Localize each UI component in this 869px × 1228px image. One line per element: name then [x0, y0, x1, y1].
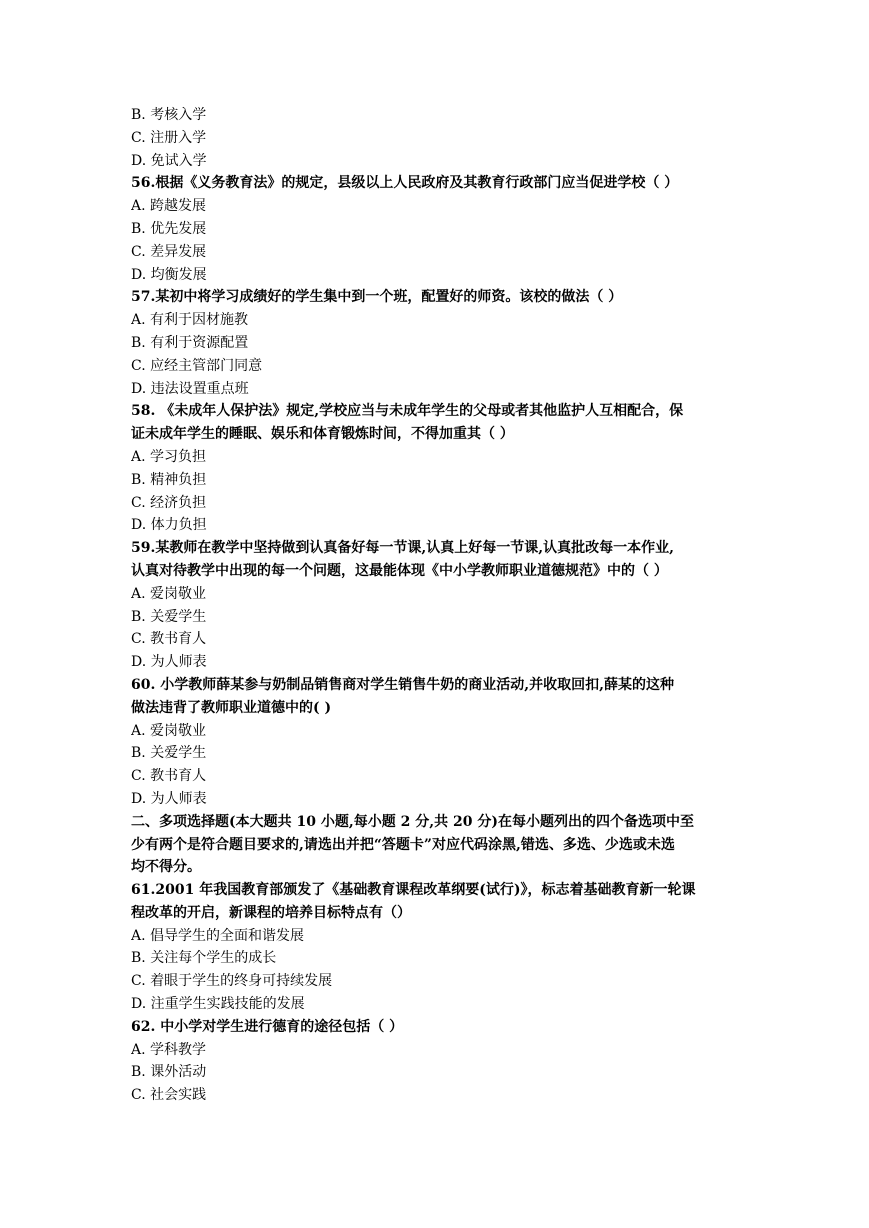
answer-option: D. 免试入学 [131, 152, 207, 169]
document-page [131, 104, 741, 1107]
answer-option: C. 差异发展 [131, 243, 207, 260]
answer-option: D. 体力负担 [131, 517, 207, 534]
answer-option: D. 为人师表 [131, 790, 207, 807]
answer-option: B. 精神负担 [131, 471, 207, 488]
answer-option: C. 应经主管部门同意 [131, 357, 263, 374]
answer-option: C. 教书育人 [131, 768, 207, 785]
answer-option: B. 考核入学 [131, 107, 207, 123]
answer-option: A. 有利于因材施教 [131, 312, 249, 329]
answer-option: B. 关爱学生 [131, 608, 207, 625]
answer-option: B. 课外活动 [131, 1064, 207, 1081]
answer-option: A. 学科教学 [131, 1041, 207, 1058]
answer-option: C. 注册入学 [131, 129, 207, 146]
answer-option: A. 跨越发展 [131, 198, 207, 215]
answer-option: D. 注重学生实践技能的发展 [131, 996, 305, 1013]
answer-option: C. 社会实践 [131, 1087, 207, 1104]
answer-option: A. 爱岗敬业 [131, 722, 207, 739]
answer-option: A. 倡导学生的全面和谐发展 [131, 927, 305, 944]
answer-option: A. 爱岗敬业 [131, 585, 207, 602]
question-text-line: 证未成年学生的睡眠、娱乐和体育锻炼时间，不得加重其（ ） [131, 426, 514, 443]
answer-option: D. 违法设置重点班 [131, 380, 249, 397]
question-text-line: 61.2001 年我国教育部颁发了《基础教育课程改革纲要(试行)》，标志着基础教育新一轮课 [131, 882, 696, 899]
question-text-line: 62. 中小学对学生进行德育的途径包括（ ） [131, 1018, 404, 1035]
answer-option: D. 均衡发展 [131, 266, 207, 283]
answer-option: C. 经济负担 [131, 494, 207, 511]
question-text-line: 均不得分。 [131, 859, 201, 876]
question-text-line: 56.根据《义务教育法》的规定，县级以上人民政府及其教育行政部门应当促进学校（ ） [131, 175, 679, 192]
question-text-line: 认真对待教学中出现的每一个问题，这最能体现《中小学教师职业道德规范》中的（ ） [131, 562, 668, 579]
question-text-line: 57.某初中将学习成绩好的学生集中到一个班，配置好的师资。该校的做法（ ） [131, 289, 623, 306]
answer-option: B. 关爱学生 [131, 745, 207, 762]
question-text-line: 程改革的开启，新课程的培养目标特点有（） [131, 904, 411, 921]
answer-option: C. 着眼于学生的终身可持续发展 [131, 973, 333, 990]
answer-option: A. 学习负担 [131, 448, 207, 465]
answer-option: D. 为人师表 [131, 654, 207, 671]
question-text-line: 少有两个是符合题目要求的,请选出并把“答题卡”对应代码涂黑,错选、多选、少选或未选 [131, 836, 675, 853]
question-text-line: 59.某教师在教学中坚持做到认真备好每一节课,认真上好每一节课,认真批改每一本作业, [131, 540, 674, 557]
question-text-line: 做法违背了教师职业道德中的( ) [131, 699, 332, 716]
question-text-line: 58. 《未成年人保护法》规定,学校应当与未成年学生的父母或者其他监护人互相配合，保 [131, 403, 684, 420]
answer-option: C. 教书育人 [131, 631, 207, 648]
question-text-line: 二、多项选择题(本大题共 10 小题,每小题 2 分,共 20 分)在每小题列出的四个备选项中至 [131, 813, 694, 830]
answer-option: B. 有利于资源配置 [131, 334, 249, 351]
answer-option: B. 关注每个学生的成长 [131, 950, 277, 967]
answer-option: B. 优先发展 [131, 220, 207, 237]
question-text-line: 60. 小学教师薛某参与奶制品销售商对学生销售牛奶的商业活动,并收取回扣,薛某的这种 [131, 676, 674, 693]
